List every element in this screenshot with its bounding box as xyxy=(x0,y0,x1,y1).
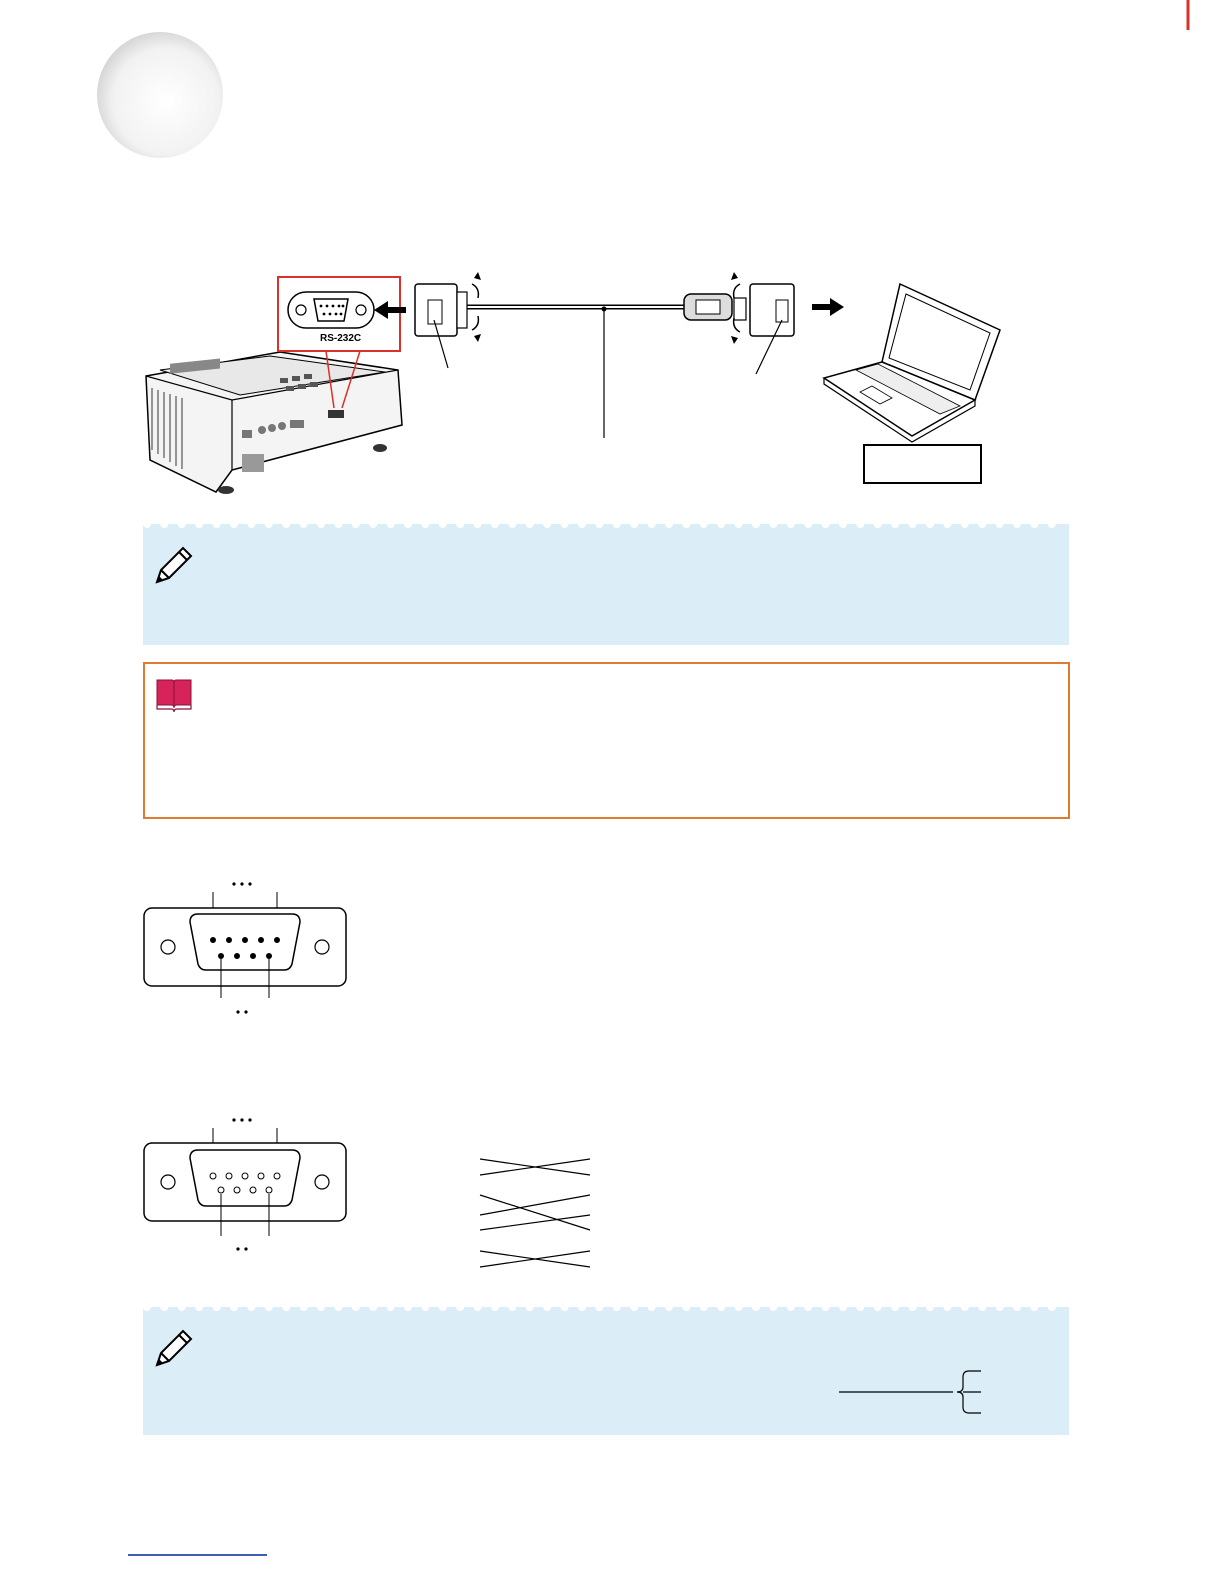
pencil-icon xyxy=(149,1327,195,1373)
port-label: RS-232C xyxy=(320,333,362,344)
pencil-icon xyxy=(149,544,195,590)
footer-rule xyxy=(128,1554,267,1556)
info-box xyxy=(143,662,1070,819)
crossover-wiring xyxy=(478,1155,592,1271)
cable-connector-right xyxy=(684,272,794,344)
laptop-illustration xyxy=(824,284,1000,442)
chapter-header-graphic xyxy=(0,0,1224,180)
pin-bracket-diagram xyxy=(837,1369,989,1419)
computer-label-box xyxy=(863,444,982,484)
pin-diagram-projector xyxy=(140,872,350,1022)
note-box-2 xyxy=(143,1313,1069,1435)
book-icon xyxy=(155,676,193,712)
rs232c-port-icon xyxy=(288,292,374,328)
note-box-1 xyxy=(143,530,1069,645)
right-arrow-icon xyxy=(812,298,844,316)
pin-diagram-cable xyxy=(140,1110,350,1260)
chapter-circle xyxy=(97,32,223,158)
projector-illustration xyxy=(146,352,402,494)
